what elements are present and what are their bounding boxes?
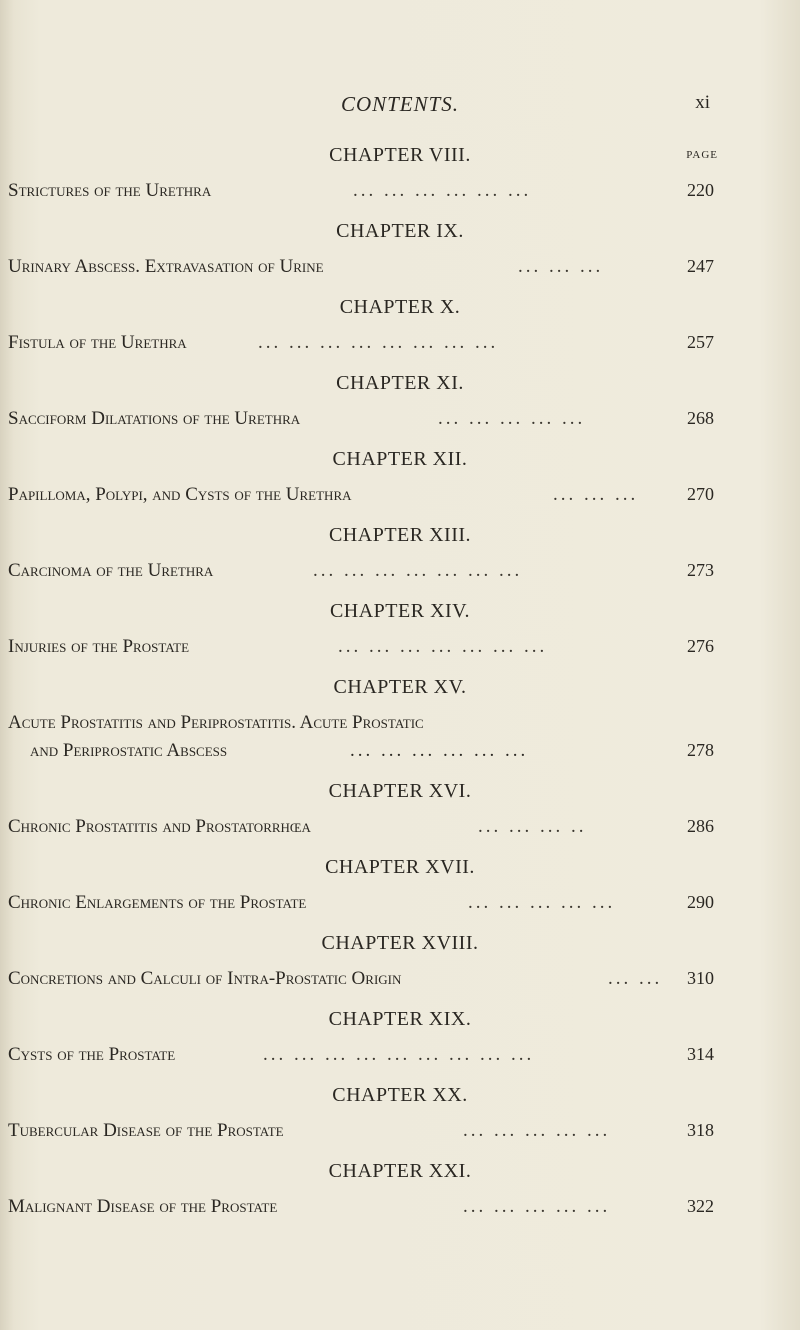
- toc-entry[interactable]: [8, 1044, 714, 1070]
- chapter-heading: CHAPTER VIII.: [329, 144, 471, 166]
- leader-dots: ... ... ... ... ...: [463, 1120, 611, 1141]
- chapter-heading: CHAPTER XI.: [336, 372, 464, 394]
- leader-dots: ... ... ... ..: [478, 816, 587, 837]
- toc-entry-page: 273: [687, 560, 714, 580]
- toc-entry-title: Chronic Enlargements of the Prostate: [8, 892, 307, 913]
- toc-entry[interactable]: [8, 256, 714, 282]
- chapter-heading: CHAPTER XVIII.: [321, 932, 479, 954]
- leader-dots: ... ... ... ... ... ...: [350, 740, 529, 761]
- leader-dots: ... ... ... ... ... ... ... ... ...: [263, 1044, 535, 1065]
- chapter-heading: CHAPTER XX.: [332, 1084, 468, 1106]
- leader-dots: ... ... ... ... ...: [438, 408, 586, 429]
- toc-entry-continued[interactable]: [30, 740, 714, 766]
- toc-entry-page: 268: [687, 408, 714, 428]
- toc-entry-title: Fistula of the Urethra: [8, 332, 187, 353]
- page-column-label: PAGE: [686, 149, 718, 161]
- running-head: [0, 92, 800, 122]
- leader-dots: ... ... ...: [518, 256, 604, 277]
- toc-entry-title: Chronic Prostatitis and Prostatorrhœa: [8, 816, 311, 837]
- toc-entry-title: Malignant Disease of the Prostate: [8, 1196, 278, 1217]
- toc-entry[interactable]: [8, 484, 714, 510]
- toc-entry[interactable]: [8, 636, 714, 662]
- chapter-heading: CHAPTER XV.: [333, 676, 467, 698]
- toc-entry[interactable]: [8, 816, 714, 842]
- toc-entry[interactable]: [8, 408, 714, 434]
- chapter-heading: CHAPTER XVI.: [328, 780, 472, 802]
- toc-entry-page: 318: [687, 1120, 714, 1140]
- chapter-heading: CHAPTER XIII.: [328, 524, 472, 546]
- chapter-heading: CHAPTER XXI.: [328, 1160, 472, 1182]
- toc-entry-page: 278: [687, 740, 714, 760]
- running-head-title: CONTENTS.: [340, 92, 460, 116]
- leader-dots: ... ... ...: [553, 484, 639, 505]
- toc-entry-page: 276: [687, 636, 714, 656]
- toc-entry-title-continued: and Periprostatic Abscess: [30, 740, 228, 761]
- toc-entry[interactable]: [8, 1120, 714, 1146]
- toc-entry[interactable]: [8, 712, 714, 738]
- chapter-heading: CHAPTER X.: [339, 296, 461, 318]
- toc-entry[interactable]: [8, 892, 714, 918]
- toc-entry-page: 314: [687, 1044, 714, 1064]
- toc-entry-page: 322: [687, 1196, 714, 1216]
- toc-entry[interactable]: [8, 180, 714, 206]
- toc-entry-title: Papilloma, Polypi, and Cysts of the Urethra: [8, 484, 352, 505]
- chapter-heading: CHAPTER IX.: [336, 220, 464, 242]
- leader-dots: ... ... ... ... ...: [463, 1196, 611, 1217]
- toc-entry[interactable]: [8, 1196, 714, 1222]
- leader-dots: ... ...: [608, 968, 663, 989]
- chapter-heading: CHAPTER XIV.: [329, 600, 471, 622]
- leader-dots: ... ... ... ... ...: [468, 892, 616, 913]
- toc-entry-page: 310: [687, 968, 714, 988]
- toc-entry-title: Concretions and Calculi of Intra-Prostatic Origin: [8, 968, 402, 989]
- toc-entry[interactable]: [8, 332, 714, 358]
- chapter-heading: CHAPTER XVII.: [325, 856, 475, 878]
- toc-entry-title: Acute Prostatitis and Periprostatitis. Acute Prostatic: [8, 712, 424, 733]
- leader-dots: ... ... ... ... ... ... ... ...: [258, 332, 499, 353]
- toc-entry-page: 286: [687, 816, 714, 836]
- leader-dots: ... ... ... ... ... ... ...: [338, 636, 548, 657]
- toc-entry[interactable]: [8, 968, 714, 994]
- toc-entry-title: Cysts of the Prostate: [8, 1044, 176, 1065]
- toc-entry-title: Tubercular Disease of the Prostate: [8, 1120, 284, 1141]
- toc-entry-title: Carcinoma of the Urethra: [8, 560, 214, 581]
- toc-entry[interactable]: [8, 560, 714, 586]
- toc-entry-title: Urinary Abscess. Extravasation of Urine: [8, 256, 324, 277]
- toc-entry-title: Injuries of the Prostate: [8, 636, 190, 657]
- toc-entry-page: 257: [687, 332, 714, 352]
- toc-entry-page: 220: [687, 180, 714, 200]
- toc-entry-page: 270: [687, 484, 714, 504]
- toc-entry-page: 290: [687, 892, 714, 912]
- toc-entry-title: Sacciform Dilatations of the Urethra: [8, 408, 301, 429]
- toc-entry-page: 247: [687, 256, 714, 276]
- leader-dots: ... ... ... ... ... ... ...: [313, 560, 523, 581]
- chapter-heading: CHAPTER XIX.: [328, 1008, 472, 1030]
- leader-dots: ... ... ... ... ... ...: [353, 180, 532, 201]
- running-head-page-number: xi: [695, 92, 710, 113]
- toc-entry-title: Strictures of the Urethra: [8, 180, 212, 201]
- chapter-heading: CHAPTER XII.: [332, 448, 468, 470]
